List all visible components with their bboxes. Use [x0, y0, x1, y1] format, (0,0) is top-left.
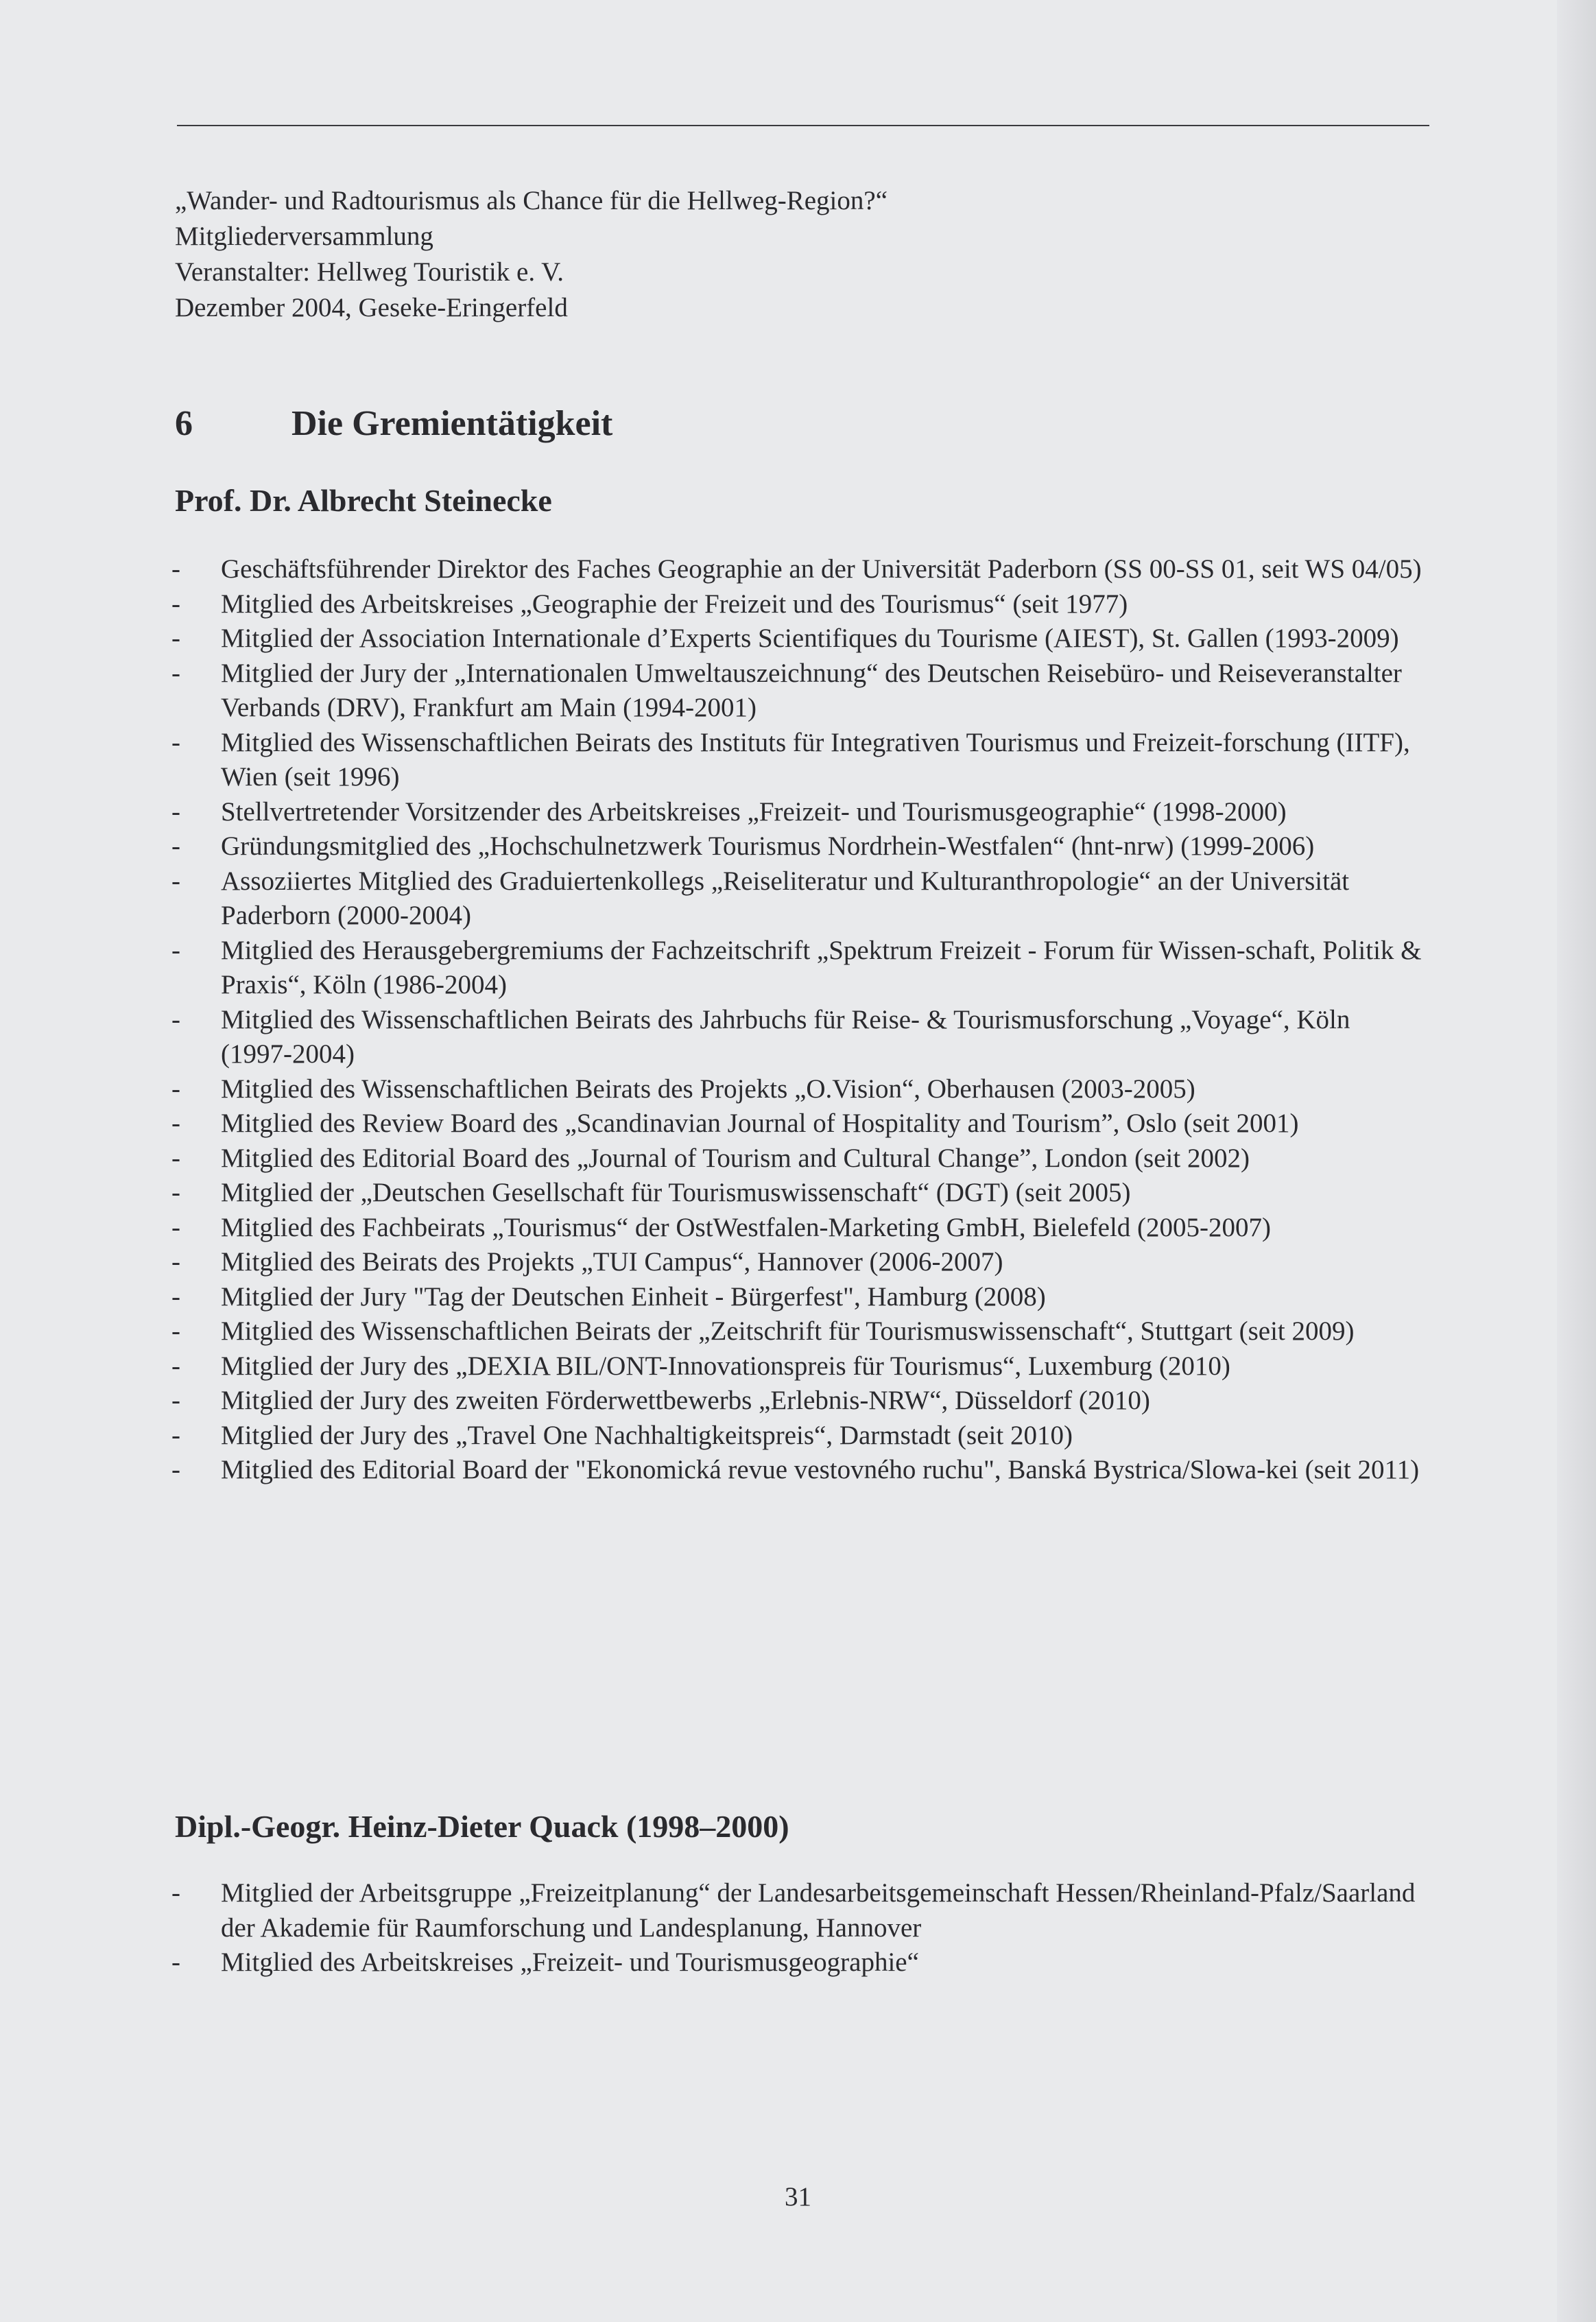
list-item-text: Mitglied der Arbeitsgruppe „Freizeitplanung“ der Landesarbeitsgemeinschaft Hessen/Rheinland-Pfalz/Saarland der Akademie für Raumforschung und Landesplanung, Hannover	[221, 1878, 1416, 1943]
event-type: Mitgliederversammlung	[175, 222, 433, 251]
bullet-dash: -	[171, 1947, 180, 1977]
bullet-dash: -	[171, 1455, 180, 1484]
bullet-dash: -	[171, 1351, 180, 1381]
list-item	[171, 1384, 1427, 1419]
list-item-text: Gründungsmitglied des „Hochschulnetzwerk Tourismus Nordrhein-Westfalen“ (hnt-nrw) (1999-2006)	[221, 831, 1315, 861]
list-item	[171, 1453, 1427, 1488]
list-item-text: Mitglied des Arbeitskreises „Freizeit- und Tourismusgeographie“	[221, 1947, 919, 1977]
list-item	[171, 552, 1427, 587]
list-item	[171, 1072, 1427, 1107]
page-number: 31	[785, 2182, 811, 2212]
list-item-text: Mitglied des Wissenschaftlichen Beirats des Jahrbuchs für Reise- & Tourismusforschung „Voyage“, Köln (1997-2004)	[221, 1004, 1350, 1069]
list-item-text: Mitglied des Beirats des Projekts „TUI Campus“, Hannover (2006-2007)	[221, 1247, 1003, 1277]
list-item-text: Mitglied des Wissenschaftlichen Beirats der „Zeitschrift für Tourismuswissenschaft“, Stuttgart (seit 2009)	[221, 1316, 1355, 1346]
person-name: Prof. Dr. Albrecht Steinecke	[175, 483, 552, 518]
bullet-dash: -	[171, 554, 180, 584]
bullet-dash: -	[171, 1316, 180, 1346]
list-item	[171, 829, 1427, 864]
list-item-text: Mitglied des Fachbeirats „Tourismus“ der OstWestfalen-Marketing GmbH, Bielefeld (2005-2007)	[221, 1212, 1271, 1242]
bullet-dash: -	[171, 1074, 180, 1104]
event-date-place: Dezember 2004, Geseke-Eringerfeld	[175, 293, 568, 322]
bullet-dash: -	[171, 1212, 180, 1242]
list-item-text: Geschäftsführender Direktor des Faches Geographie an der Universität Paderborn (SS 00-SS 01, seit WS 04/05)	[221, 554, 1422, 584]
list-item	[171, 1280, 1427, 1315]
page-edge-shadow	[1557, 0, 1596, 2322]
list-item-text: Mitglied des Review Board des „Scandinavian Journal of Hospitality and Tourism”, Oslo (seit 2001)	[221, 1109, 1299, 1138]
list-item	[171, 1176, 1427, 1211]
bullet-dash: -	[171, 866, 180, 896]
bullet-dash: -	[171, 727, 180, 757]
list-item	[171, 1876, 1427, 1945]
list-item	[171, 656, 1427, 726]
list-item	[171, 864, 1427, 934]
list-item-text: Mitglied des Editorial Board der "Ekonomická revue vestovného ruchu", Banská Bystrica/Slowa-kei (seit 2011)	[221, 1455, 1420, 1484]
committee-list	[171, 552, 1427, 1488]
list-item	[171, 1314, 1427, 1349]
list-item	[171, 1003, 1427, 1072]
list-item	[171, 1106, 1427, 1141]
event-title: „Wander- und Radtourismus als Chance für die Hellweg-Region?“	[175, 186, 888, 215]
list-item	[171, 1141, 1427, 1176]
list-item	[171, 1245, 1427, 1280]
list-item-text: Mitglied der Jury der „Internationalen Umweltauszeichnung“ des Deutschen Reisebüro- und Reiseveranstalter Verbands (DRV), Frankfurt am Main (1994-2001)	[221, 658, 1402, 722]
list-item-text: Mitglied der Association Internationale d’Experts Scientifiques du Tourisme (AIEST), St. Gallen (1993-2009)	[221, 624, 1399, 653]
list-item-text: Assoziiertes Mitglied des Graduiertenkollegs „Reiseliteratur und Kulturanthropologie“ an der Universität Paderborn (2000-2004)	[221, 866, 1350, 930]
list-item-text: Mitglied des Arbeitskreises „Geographie der Freizeit und des Tourismus“ (seit 1977)	[221, 589, 1128, 619]
bullet-dash: -	[171, 1386, 180, 1415]
bullet-dash: -	[171, 1420, 180, 1450]
section-heading	[175, 403, 612, 444]
bullet-dash: -	[171, 589, 180, 619]
bullet-dash: -	[171, 1143, 180, 1173]
list-item	[171, 934, 1427, 1003]
list-item-text: Mitglied des Herausgebergremiums der Fachzeitschrift „Spektrum Freizeit - Forum für Wissen-schaft, Politik & Praxis“, Köln (1986-2004)	[221, 935, 1422, 999]
section-title: Die Gremientätigkeit	[291, 404, 613, 443]
list-item-text: Mitglied des Wissenschaftlichen Beirats des Instituts für Integrativen Tourismus und Freizeit-forschung (IITF), Wien (seit 1996)	[221, 727, 1410, 792]
list-item	[171, 587, 1427, 622]
bullet-dash: -	[171, 1004, 180, 1034]
bullet-dash: -	[171, 1178, 180, 1207]
list-item	[171, 1211, 1427, 1246]
section-number: 6	[175, 404, 193, 443]
list-item-text: Mitglied der Jury des zweiten Förderwettbewerbs „Erlebnis-NRW“, Düsseldorf (2010)	[221, 1386, 1150, 1415]
bullet-dash: -	[171, 831, 180, 861]
list-item	[171, 1349, 1427, 1384]
event-organizer: Veranstalter: Hellweg Touristik e. V.	[175, 257, 564, 287]
list-item	[171, 1945, 1427, 1980]
list-item-text: Mitglied des Wissenschaftlichen Beirats des Projekts „O.Vision“, Oberhausen (2003-2005)	[221, 1074, 1195, 1104]
list-item-text: Mitglied der Jury des „Travel One Nachhaltigkeitspreis“, Darmstadt (seit 2010)	[221, 1420, 1073, 1450]
committee-list	[171, 1876, 1427, 1980]
event-block	[175, 183, 888, 326]
list-item	[171, 1419, 1427, 1454]
bullet-dash: -	[171, 1281, 180, 1312]
list-item	[171, 726, 1427, 795]
bullet-dash: -	[171, 624, 180, 653]
bullet-dash: -	[171, 1878, 180, 1908]
list-item	[171, 795, 1427, 830]
person-name: Dipl.-Geogr. Heinz-Dieter Quack (1998–2000)	[175, 1809, 789, 1844]
list-item-text: Mitglied der Jury "Tag der Deutschen Einheit - Bürgerfest", Hamburg (2008)	[221, 1281, 1046, 1312]
list-item-text: Mitglied des Editorial Board des „Journal of Tourism and Cultural Change”, London (seit 2002)	[221, 1143, 1250, 1173]
list-item	[171, 621, 1427, 656]
bullet-dash: -	[171, 796, 180, 827]
bullet-dash: -	[171, 1109, 180, 1138]
list-item-text: Mitglied der Jury des „DEXIA BIL/ONT-Innovationspreis für Tourismus“, Luxemburg (2010)	[221, 1351, 1230, 1381]
list-item-text: Stellvertretender Vorsitzender des Arbeitskreises „Freizeit- und Tourismusgeographie“ (1998-2000)	[221, 796, 1287, 827]
bullet-dash: -	[171, 658, 180, 688]
bullet-dash: -	[171, 935, 180, 965]
bullet-dash: -	[171, 1247, 180, 1277]
header-rule	[177, 125, 1429, 126]
list-item-text: Mitglied der „Deutschen Gesellschaft für Tourismuswissenschaft“ (DGT) (seit 2005)	[221, 1178, 1131, 1207]
